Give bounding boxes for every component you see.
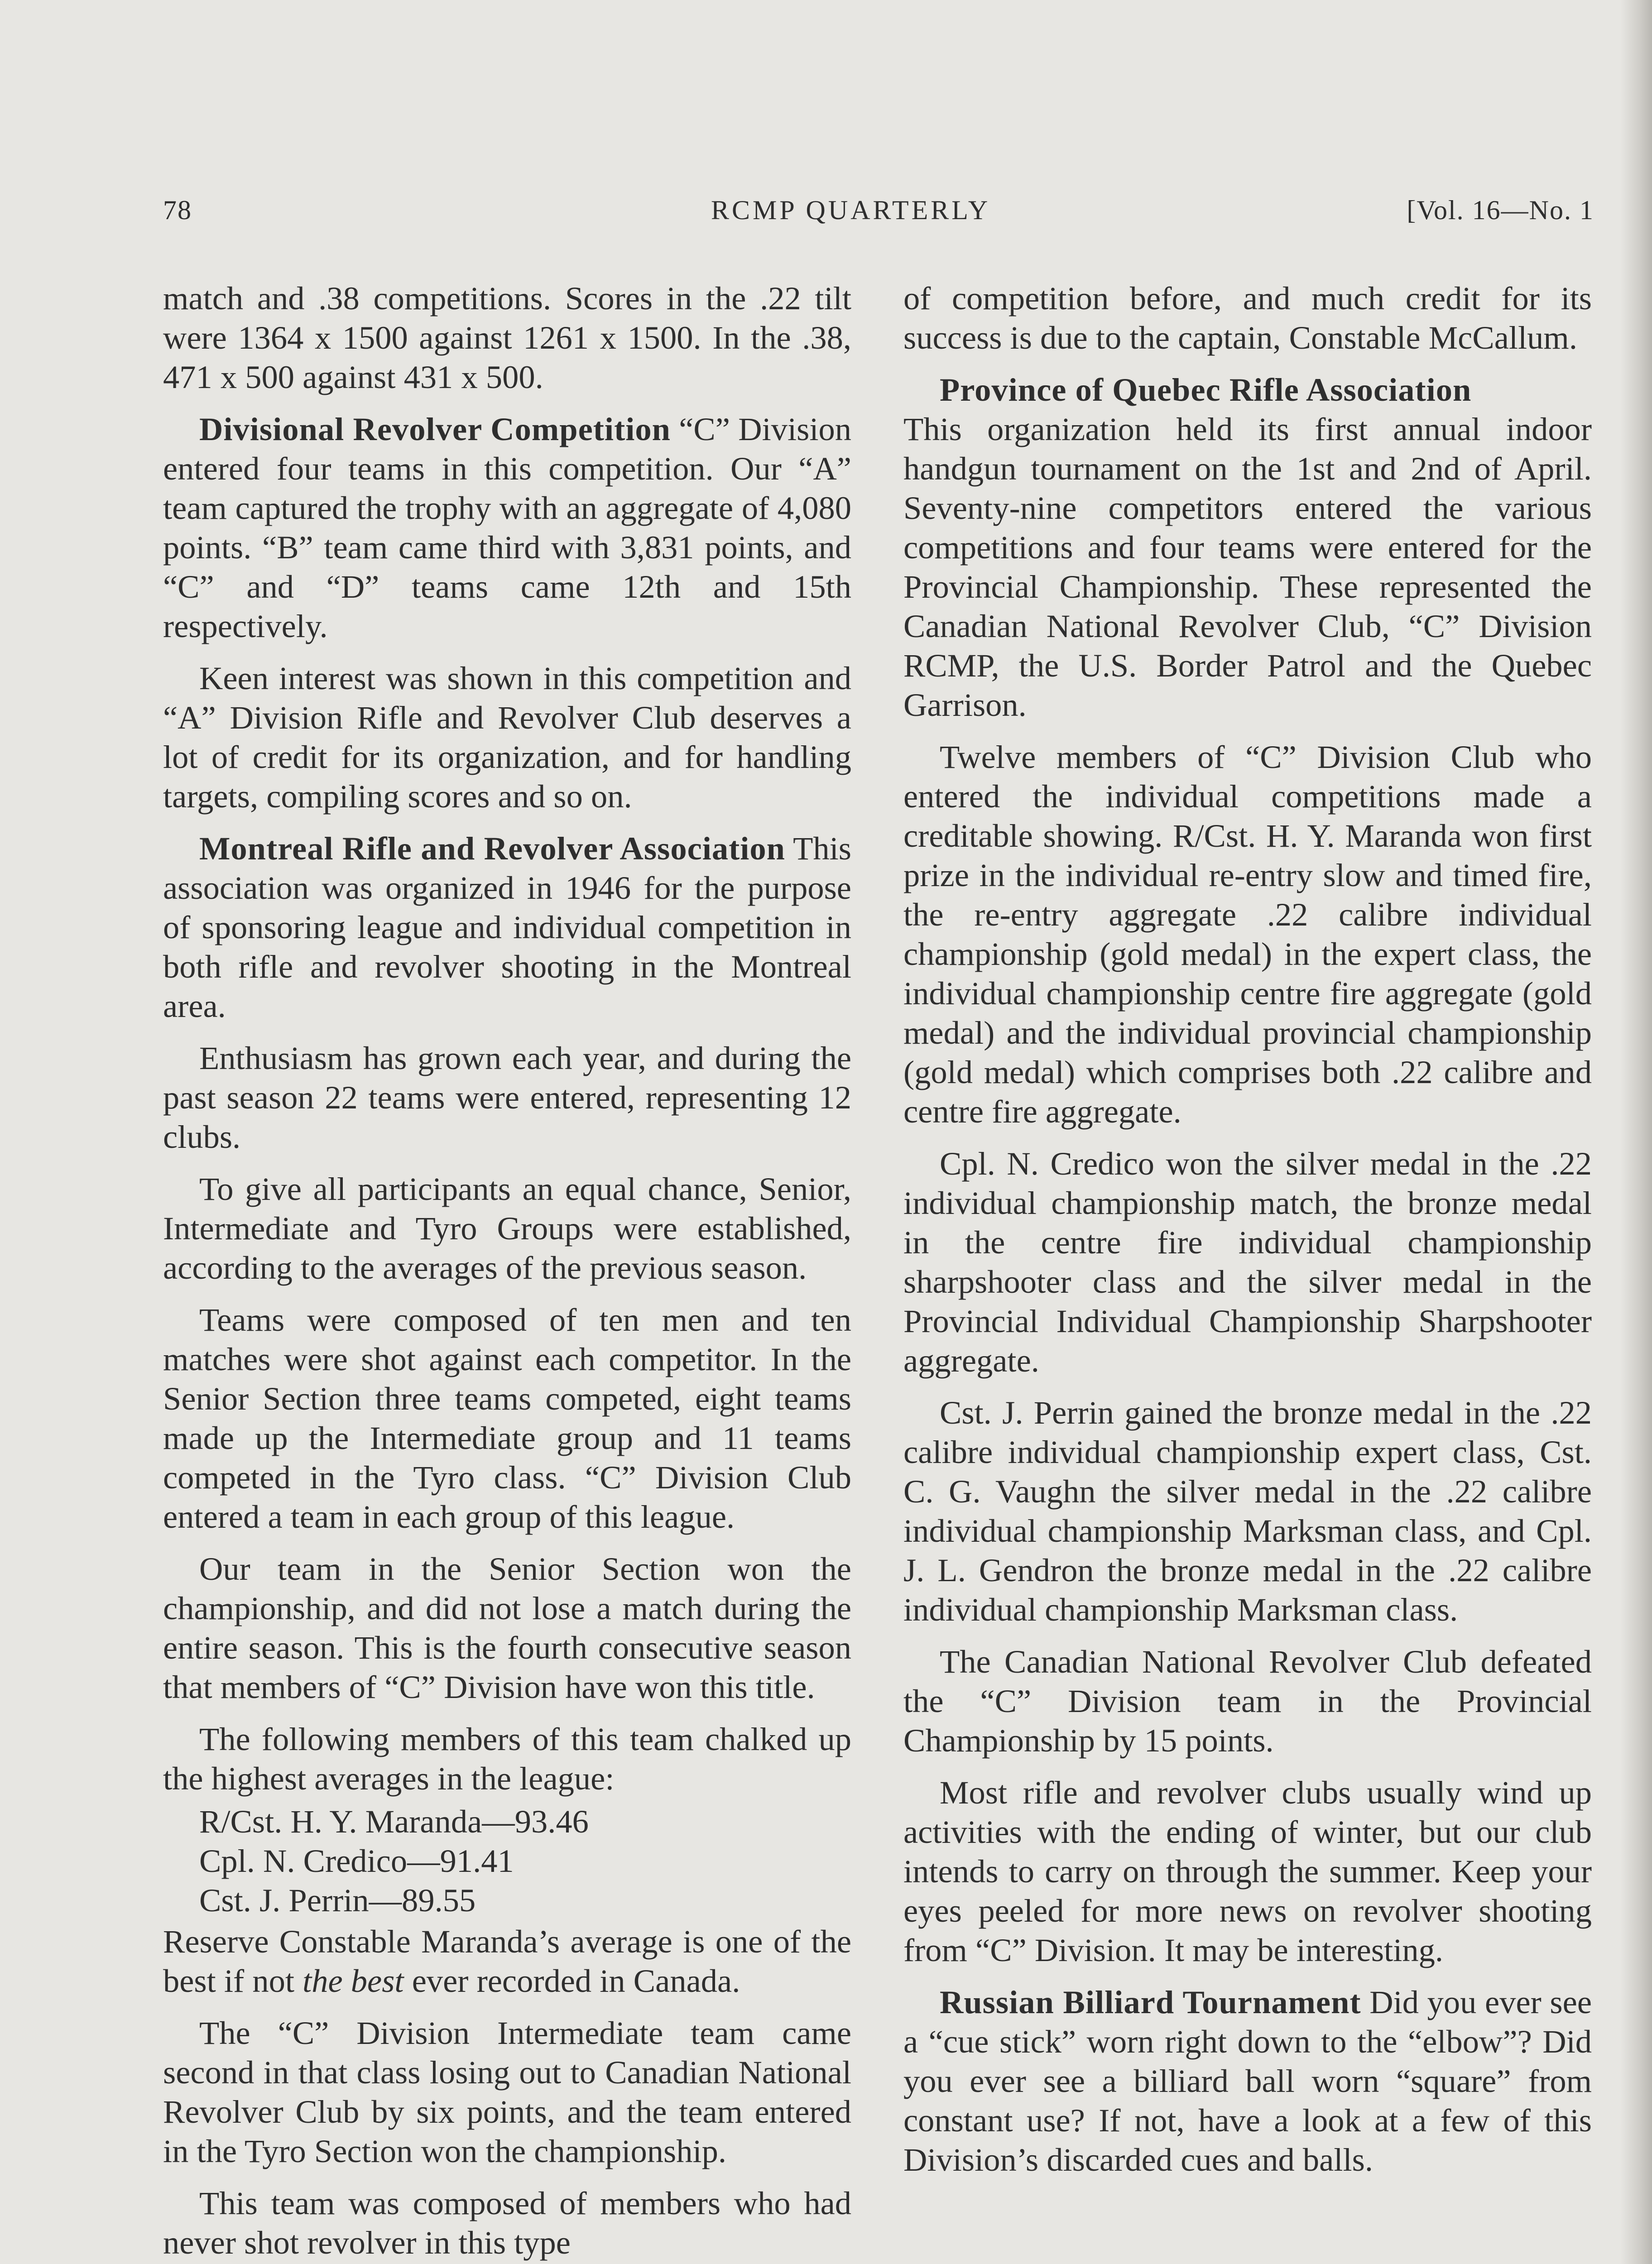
paragraph — [163, 829, 851, 1026]
paragraph: Our team in the Senior Section won the championship, and did not lose a match during the entire season. This is the fourth consecutive season that members of “C” Division have won this title. — [163, 1550, 851, 1705]
paragraph: Most rifle and revolver clubs usually wind up activities with the ending of winter, but our club intends to carry on through the summer. Keep your eyes peeled for more news on revolver shooting from “C” Division. It may be interesting. — [903, 1774, 1592, 1968]
paragraph-text: This organization held its first annual indoor handgun tournament on the 1st and 2nd of April. Seventy-nine competitors entered the various competitions and four teams were entered for the Provincial Championship. These represented the Canadian National Revolver Club, “C” Division RCMP, the U.S. Border Patrol and the Quebec Garrison. — [903, 411, 1592, 723]
paragraph: The “C” Division Intermediate team came second in that class losing out to Canadian National Revolver Club by six points, and the team entered in the Tyro Section won the championship. — [163, 2015, 851, 2169]
paragraph-text: “C” Division entered four teams in this competition. Our “A” team captured the trophy with an aggregate of 4,080 points. “B” team came third with 3,831 points, and “C” and “D” teams came 12th and 15th respectively. — [163, 411, 851, 644]
scan-page-edge — [1620, 0, 1652, 2264]
paragraph: This team was composed of members who had never shot revolver in this type — [163, 2185, 851, 2261]
left-column — [163, 278, 851, 2264]
page-number: 78 — [163, 195, 192, 225]
list-item: R/Cst. H. Y. Maranda—93.46 — [199, 1803, 589, 1840]
paragraph: Enthusiasm has grown each year, and during the past season 22 teams were entered, representing 12 clubs. — [163, 1040, 851, 1155]
paragraph-text: ever recorded in Canada. — [403, 1962, 740, 1999]
paragraph: Cst. J. Perrin gained the bronze medal in the .22 calibre individual championship expert class, Cst. C. G. Vaughn the silver medal in the .22 calibre individual championship Marksman class, and Cpl. J. L. Gendron the bronze medal in the .22 calibre individual championship Marksman class. — [903, 1394, 1592, 1628]
list-item: Cst. J. Perrin—89.55 — [199, 1882, 476, 1919]
paragraph: Teams were composed of ten men and ten matches were shot against each competitor. In the Senior Section three teams competed, eight teams made up the Intermediate group and 11 teams competed in the Tyro class. “C” Division Club entered a team in each group of this league. — [163, 1301, 851, 1535]
volume-issue: [Vol. 16—No. 1 — [1407, 195, 1594, 225]
paragraph: of competition before, and much credit for its success is due to the captain, Constable McCallum. — [903, 280, 1592, 356]
section-heading: Montreal Rifle and Revolver Association — [199, 830, 785, 867]
journal-title: RCMP QUARTERLY — [711, 195, 991, 225]
averages-list — [163, 1802, 851, 1920]
paragraph-text: Did you ever see a “cue stick” worn right down to the “elbow”? Did you ever see a billiard ball worn “square” from constant use? If not, have a look at a few of this Division’s discarded cues and balls. — [903, 1984, 1592, 2178]
paragraph: Cpl. N. Credico won the silver medal in the .22 individual championship match, the bronze medal in the centre fire individual championship sharpshooter class and the silver medal in the Provincial Individual Championship Sharpshooter aggregate. — [903, 1145, 1592, 1379]
paragraph-text: This association was organized in 1946 for the purpose of sponsoring league and individual competition in both rifle and revolver shooting in the Montreal area. — [163, 830, 851, 1024]
right-column — [903, 278, 1592, 2192]
section-heading: Province of Quebec Rifle Association — [940, 371, 1472, 408]
paragraph — [903, 1982, 1592, 2179]
paragraph-text: Reserve Constable Maranda’s average is one of the best if not — [163, 1923, 851, 1999]
list-item: Cpl. N. Credico—91.41 — [199, 1842, 514, 1879]
paragraph: Twelve members of “C” Division Club who entered the individual competitions made a creditable showing. R/Cst. H. Y. Maranda won first prize in the individual re-entry slow and timed fire, the re-entry aggregate .22 calibre individual championship (gold medal) in the expert class, the individual championship centre fire aggregate (gold medal) and the individual provincial championship (gold medal) which comprises both .22 calibre and centre fire aggregate. — [903, 739, 1592, 1130]
section-heading: Divisional Revolver Competition — [199, 411, 671, 447]
paragraph: The following members of this team chalked up the highest averages in the league: — [163, 1721, 851, 1797]
paragraph: To give all participants an equal chance, Senior, Intermediate and Tyro Groups were established, according to the averages of the previous season. — [163, 1170, 851, 1286]
paragraph: Keen interest was shown in this competition and “A” Division Rifle and Revolver Club deserves a lot of credit for its organization, and for handling targets, compiling scores and so on. — [163, 660, 851, 815]
paragraph — [163, 1922, 851, 2000]
paragraph: The Canadian National Revolver Club defeated the “C” Division team in the Provincial Championship by 15 points. — [903, 1643, 1592, 1759]
paragraph — [163, 409, 851, 646]
paragraph — [903, 370, 1592, 724]
paragraph: match and .38 competitions. Scores in the .22 tilt were 1364 x 1500 against 1261 x 1500. In the .38, 471 x 500 against 431 x 500. — [163, 280, 851, 395]
emphasis: the best — [303, 1962, 404, 1999]
section-heading: Russian Billiard Tournament — [940, 1984, 1361, 2020]
running-header — [163, 195, 1594, 226]
